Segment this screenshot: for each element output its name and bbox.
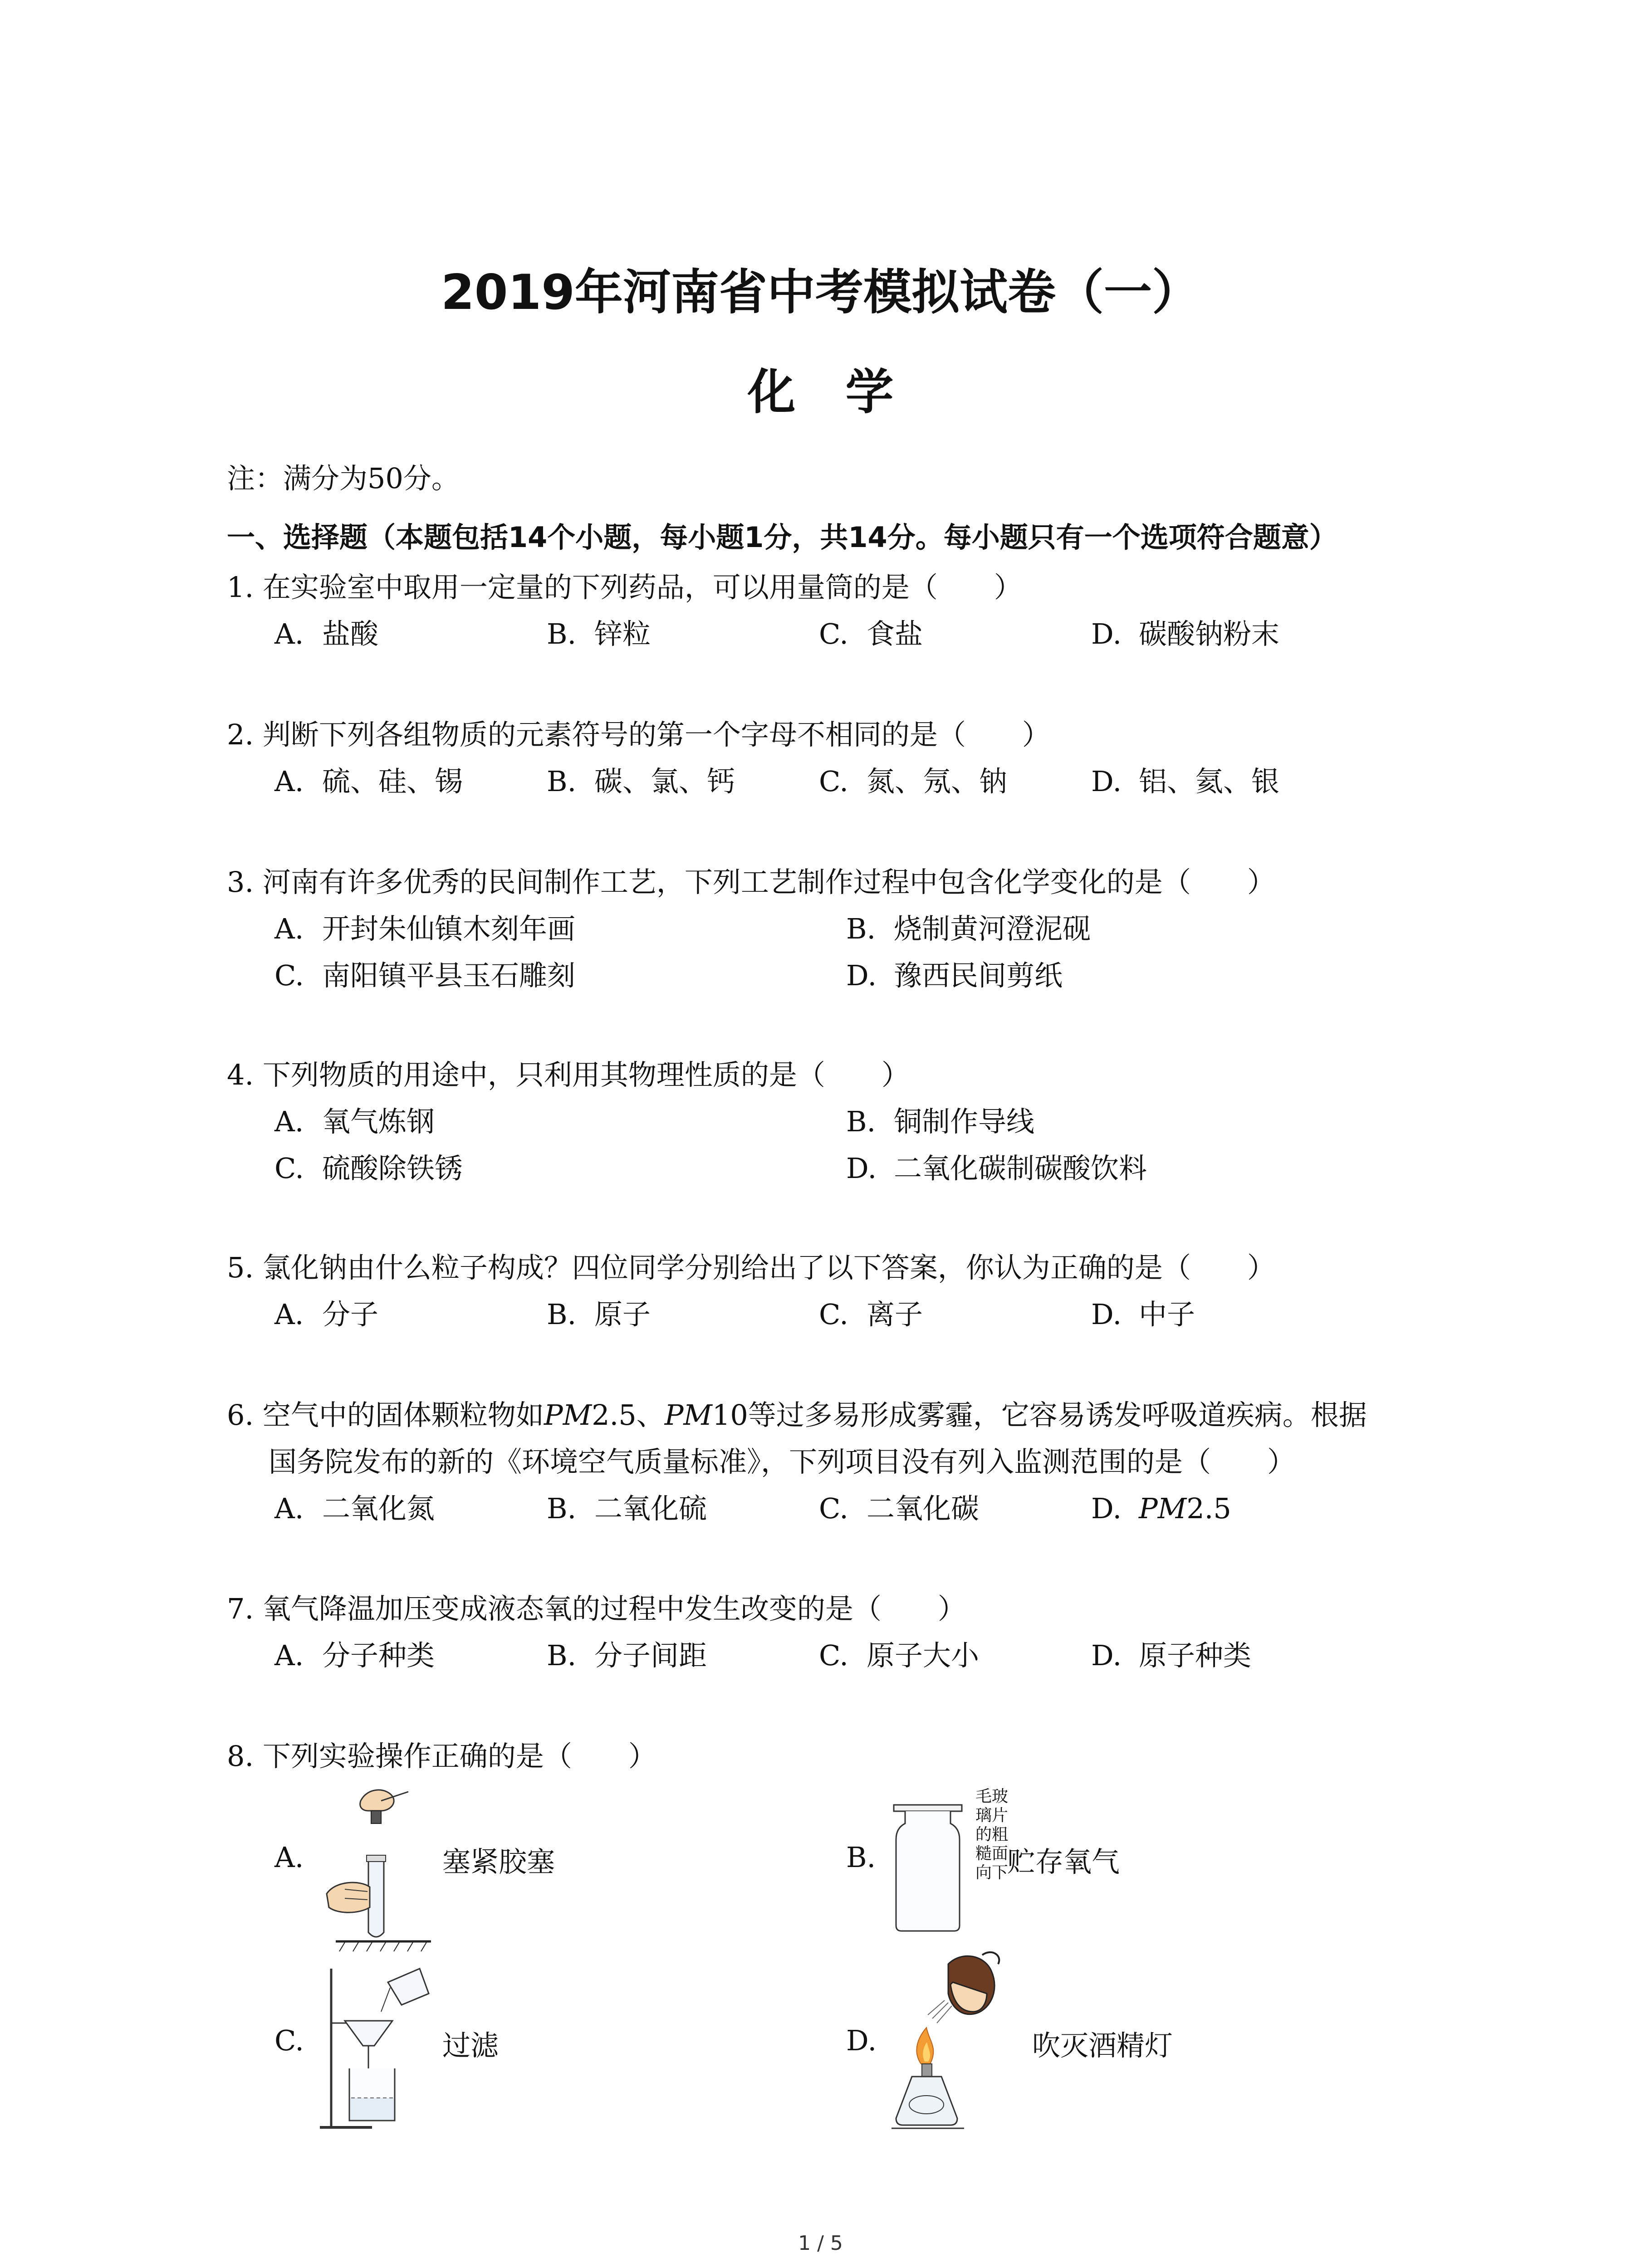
- option-d[interactable]: [1091, 1632, 1251, 1679]
- option-letter: A.: [274, 1639, 304, 1672]
- option-letter: C.: [274, 1152, 304, 1185]
- option-text: 原子种类: [1139, 1639, 1252, 1672]
- option-a[interactable]: [274, 758, 463, 805]
- option-row: [227, 1145, 1452, 1192]
- option-c[interactable]: [819, 1291, 923, 1338]
- page-number: 1 / 5: [798, 2232, 843, 2255]
- annotation-line: 向下: [975, 1863, 1009, 1882]
- option-text: 离子: [867, 1298, 923, 1331]
- option-a-letter[interactable]: A.: [274, 1841, 304, 1874]
- option-letter: A.: [274, 765, 304, 798]
- option-row: [227, 611, 1452, 657]
- option-text: 原子: [594, 1298, 651, 1331]
- option-letter: C.: [819, 765, 848, 798]
- option-letter: B.: [547, 765, 577, 798]
- option-letter: D.: [846, 1152, 877, 1185]
- question-2: [227, 711, 1452, 805]
- option-text: 豫西民间剪纸: [894, 959, 1063, 992]
- option-b[interactable]: [846, 1098, 1034, 1145]
- option-text: 盐酸: [322, 617, 379, 650]
- pm-symbol: PM: [1139, 1492, 1187, 1525]
- question-stem: 8. 下列实验操作正确的是（ ）: [227, 1740, 656, 1773]
- alcohol-lamp-figure: [885, 1950, 1021, 2141]
- option-letter: C.: [819, 1298, 848, 1331]
- question-4: [227, 1051, 1452, 1192]
- option-text: 烧制黄河澄泥砚: [894, 912, 1091, 945]
- pm-symbol: PM: [664, 1398, 712, 1432]
- option-letter: D.: [1091, 617, 1122, 650]
- option-text: 碳、氯、钙: [594, 765, 735, 798]
- option-b[interactable]: [547, 1485, 707, 1532]
- option-letter: D.: [1091, 1639, 1122, 1672]
- option-c[interactable]: [274, 1145, 463, 1192]
- question-5: [227, 1244, 1452, 1338]
- annotation-line: 璃片: [975, 1806, 1009, 1825]
- option-d-letter[interactable]: D.: [846, 2024, 877, 2057]
- option-a[interactable]: [274, 1632, 435, 1679]
- option-letter: C.: [274, 959, 304, 992]
- option-letter: D.: [1091, 1492, 1122, 1525]
- option-letter: B.: [846, 912, 876, 945]
- option-letter: A.: [274, 617, 304, 650]
- question-stem: 1. 在实验室中取用一定量的下列药品，可以用量筒的是（ ）: [227, 571, 1022, 604]
- option-a-text: 塞紧胶塞: [442, 1845, 555, 1878]
- option-row: [227, 1485, 1452, 1532]
- section-heading: 一、选择题（本题包括14个小题，每小题1分，共14分。每小题只有一个选项符合题意）: [227, 521, 1337, 554]
- annotation-line: 毛玻: [975, 1787, 1009, 1806]
- option-text: 氧气炼钢: [322, 1105, 435, 1138]
- question-3: [227, 859, 1452, 999]
- option-b-letter[interactable]: B.: [846, 1841, 876, 1874]
- question-6: [227, 1392, 1452, 1532]
- option-row: [227, 1098, 1452, 1145]
- option-text: 铝、氦、银: [1139, 765, 1280, 798]
- option-c[interactable]: [819, 611, 923, 657]
- option-d[interactable]: [846, 952, 1063, 999]
- option-a[interactable]: [274, 1098, 435, 1145]
- option-b[interactable]: [547, 1632, 707, 1679]
- question-stem-continued: 国务院发布的新的《环境空气质量标准》，下列项目没有列入监测范围的是（ ）: [269, 1445, 1296, 1478]
- option-c-text: 过滤: [442, 2029, 499, 2062]
- option-text: 二氧化碳: [867, 1492, 980, 1525]
- option-b[interactable]: [547, 611, 651, 657]
- option-text: 原子大小: [867, 1639, 980, 1672]
- option-row: [227, 952, 1452, 999]
- option-text: 分子种类: [322, 1639, 435, 1672]
- gas-jar-figure: [885, 1803, 971, 1935]
- option-c-letter[interactable]: C.: [274, 2024, 304, 2057]
- option-c[interactable]: [819, 1485, 979, 1532]
- option-d[interactable]: [1091, 1291, 1195, 1338]
- question-stem: 5. 氯化钠由什么粒子构成？四位同学分别给出了以下答案，你认为正确的是（ ）: [227, 1251, 1275, 1284]
- option-letter: B.: [547, 1639, 577, 1672]
- option-text: 南阳镇平县玉石雕刻: [322, 959, 576, 992]
- question-8: [227, 1733, 1452, 1779]
- option-letter: A.: [274, 912, 304, 945]
- question-stem: 7. 氧气降温加压变成液态氧的过程中发生改变的是（ ）: [227, 1592, 966, 1625]
- question-stem: 3. 河南有许多优秀的民间制作工艺，下列工艺制作过程中包含化学变化的是（ ）: [227, 865, 1275, 899]
- option-text: 二氧化碳制碳酸饮料: [894, 1152, 1147, 1185]
- pm-value: 2.5: [1186, 1492, 1231, 1525]
- option-text: 锌粒: [594, 617, 651, 650]
- option-d-text: 吹灭酒精灯: [1032, 2029, 1173, 2062]
- option-text: 氮、氖、钠: [867, 765, 1008, 798]
- option-text: 碳酸钠粉末: [1139, 617, 1280, 650]
- option-row: [227, 905, 1452, 952]
- option-b[interactable]: [846, 905, 1091, 952]
- option-letter: C.: [819, 617, 848, 650]
- stem-text: 6. 空气中的固体颗粒物如: [227, 1398, 544, 1432]
- question-7: [227, 1585, 1452, 1679]
- option-letter: C.: [819, 1492, 848, 1525]
- option-letter: D.: [1091, 765, 1122, 798]
- option-d[interactable]: [1091, 758, 1279, 805]
- option-letter: B.: [547, 617, 577, 650]
- option-row: [227, 758, 1452, 805]
- option-a[interactable]: [274, 1485, 435, 1532]
- option-d[interactable]: [1091, 1485, 1231, 1532]
- option-a[interactable]: [274, 611, 378, 657]
- question-1: [227, 564, 1452, 657]
- option-letter: A.: [274, 1298, 304, 1331]
- pm-value: 2.5、: [592, 1398, 665, 1432]
- option-letter: C.: [819, 1639, 848, 1672]
- option-b[interactable]: [547, 1291, 651, 1338]
- option-letter: A.: [274, 1105, 304, 1138]
- option-letter: D.: [1091, 1298, 1122, 1331]
- option-d[interactable]: [1091, 611, 1279, 657]
- option-row: [227, 1632, 1452, 1679]
- option-d[interactable]: [846, 1145, 1147, 1192]
- option-text: 食盐: [867, 617, 923, 650]
- option-text: 二氧化氮: [322, 1492, 435, 1525]
- option-text: 分子: [322, 1298, 379, 1331]
- option-letter: D.: [846, 959, 877, 992]
- option-b[interactable]: [547, 758, 735, 805]
- option-text: 硫、硅、锡: [322, 765, 463, 798]
- option-text: 二氧化硫: [594, 1492, 707, 1525]
- pm-symbol: PM: [544, 1398, 592, 1432]
- option-a[interactable]: [274, 905, 575, 952]
- option-b-text: 贮存氧气: [1007, 1845, 1120, 1878]
- stopper-test-tube-figure: [318, 1783, 436, 1955]
- exam-title: 2019年河南省中考模拟试卷（一）: [441, 264, 1200, 320]
- option-text: 硫酸除铁锈: [322, 1152, 463, 1185]
- option-text: 铜制作导线: [894, 1105, 1035, 1138]
- option-text: 分子间距: [594, 1639, 707, 1672]
- annotation-line: 的粗: [975, 1825, 1009, 1844]
- option-c[interactable]: [819, 758, 1007, 805]
- option-letter: B.: [547, 1298, 577, 1331]
- question-stem: [227, 1392, 1452, 1438]
- option-letter: B.: [547, 1492, 577, 1525]
- score-note: 注：满分为50分。: [227, 462, 460, 495]
- option-row: [227, 1291, 1452, 1338]
- filtration-figure: [318, 1960, 440, 2132]
- option-text: 开封朱仙镇木刻年画: [322, 912, 576, 945]
- option-text: 中子: [1139, 1298, 1195, 1331]
- question-stem: 4. 下列物质的用途中，只利用其物理性质的是（ ）: [227, 1058, 910, 1091]
- option-a[interactable]: [274, 1291, 378, 1338]
- annotation-line: 糙面: [975, 1844, 1009, 1863]
- option-letter: A.: [274, 1492, 304, 1525]
- option-c[interactable]: [819, 1632, 979, 1679]
- glass-plate-annotation: [975, 1787, 1008, 1882]
- question-stem: 2. 判断下列各组物质的元素符号的第一个字母不相同的是（ ）: [227, 718, 1050, 751]
- option-c[interactable]: [274, 952, 575, 999]
- option-letter: B.: [846, 1105, 876, 1138]
- stem-text: 10等过多易形成雾霾，它容易诱发呼吸道疾病。根据: [712, 1398, 1367, 1432]
- subject-title: 化学: [747, 364, 944, 420]
